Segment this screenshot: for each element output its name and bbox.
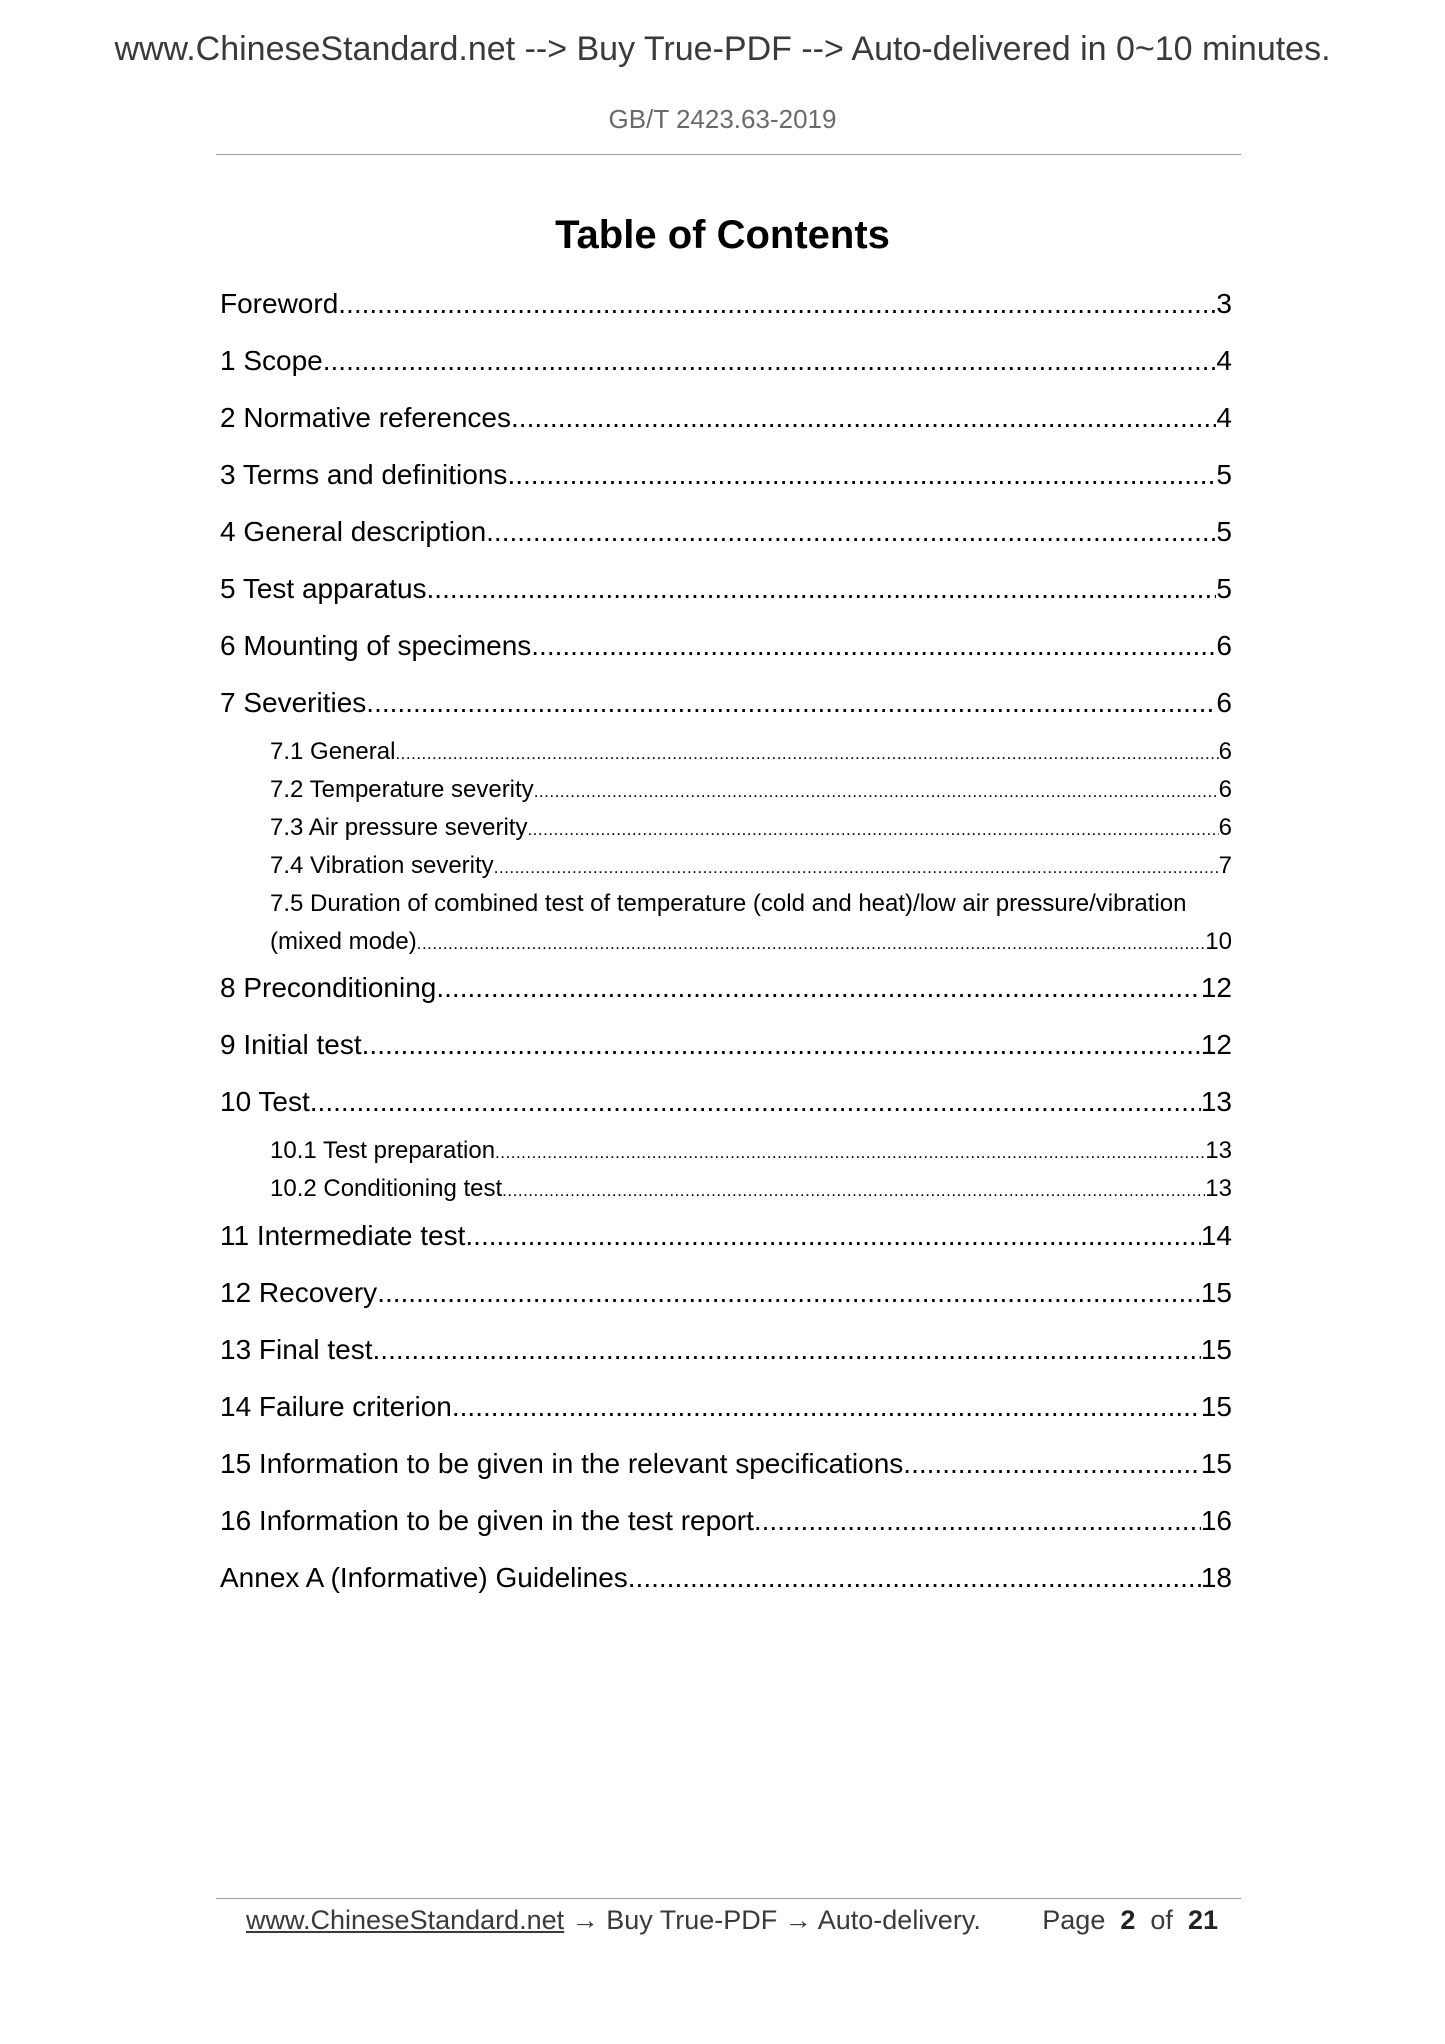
toc-entry-page: 5 <box>1216 573 1232 604</box>
toc-entry-failure-criterion[interactable] <box>220 1391 1232 1423</box>
toc-entry-label: 7.3 Air pressure severity <box>270 814 528 841</box>
toc-entry-annex-a[interactable] <box>220 1562 1232 1594</box>
toc-entry-label: 14 Failure criterion <box>220 1391 452 1422</box>
dot-leader <box>338 288 1216 320</box>
page-indicator <box>1042 1905 1218 1936</box>
dot-leader <box>486 516 1216 548</box>
document-code: GB/T 2423.63-2019 <box>608 104 837 134</box>
toc-subentry-general[interactable] <box>270 738 1232 766</box>
toc-entry-page: 14 <box>1200 1220 1232 1251</box>
toc-entry-label: 1 Scope <box>220 345 323 376</box>
toc-entry-label: 11 Intermediate test <box>220 1220 466 1251</box>
toc-entry-final-test[interactable] <box>220 1334 1232 1366</box>
toc-entry-page: 6 <box>1218 776 1232 803</box>
dot-leader <box>310 1086 1201 1118</box>
dot-leader <box>417 934 1206 954</box>
toc-subentry-duration[interactable] <box>270 928 1232 956</box>
toc-entry-page: 13 <box>1205 1137 1232 1164</box>
toc-subentry-air-pressure-severity[interactable] <box>270 814 1232 842</box>
toc-entry-general-description[interactable] <box>220 516 1232 548</box>
dot-leader <box>534 782 1219 802</box>
toc-entry-recovery[interactable] <box>220 1277 1232 1309</box>
toc-entry-page: 12 <box>1200 972 1232 1003</box>
toc-entry-page: 6 <box>1218 814 1232 841</box>
toc-entry-page: 5 <box>1216 516 1232 547</box>
toc-entry-label: 10 Test <box>220 1086 310 1117</box>
toc-entry-label: 12 Recovery <box>220 1277 378 1308</box>
toc-entry-page: 5 <box>1216 459 1232 490</box>
dot-leader <box>366 687 1216 719</box>
toc-entry-page: 3 <box>1216 288 1232 319</box>
page-total: 21 <box>1187 1905 1218 1935</box>
toc-entry-scope[interactable] <box>220 345 1232 377</box>
toc-entry-label: 7.1 General <box>270 738 396 765</box>
dot-leader <box>527 820 1218 840</box>
toc-entry-mounting[interactable] <box>220 630 1232 662</box>
toc-entry-label: 7.4 Vibration severity <box>270 852 494 879</box>
toc-entry-foreword[interactable] <box>220 288 1232 320</box>
toc-entry-page: 15 <box>1200 1334 1232 1365</box>
toc-entry-label: 7.2 Temperature severity <box>270 776 534 803</box>
toc-entry-preconditioning[interactable] <box>220 972 1232 1004</box>
toc-entry-label: (mixed mode) <box>270 928 417 955</box>
toc-entry-terms-definitions[interactable] <box>220 459 1232 491</box>
toc-entry-label: 4 General description <box>220 516 487 547</box>
toc-entry-page: 7 <box>1218 852 1232 879</box>
dot-leader <box>507 459 1216 491</box>
toc-entry-label: 15 Information to be given in the relevant specifications <box>220 1448 904 1479</box>
header-divider <box>216 154 1241 155</box>
footer-site-link[interactable]: www.ChineseStandard.net <box>246 1905 565 1935</box>
footer-divider <box>216 1898 1241 1899</box>
toc-entry-test[interactable] <box>220 1086 1232 1118</box>
toc-entry-page: 6 <box>1216 630 1232 661</box>
toc-entry-page: 15 <box>1200 1391 1232 1422</box>
toc-entry-page: 16 <box>1200 1505 1232 1536</box>
toc-subentry-test-preparation[interactable] <box>270 1137 1232 1165</box>
toc-entry-label: 6 Mounting of specimens <box>220 630 532 661</box>
toc-entry-page: 13 <box>1205 1175 1232 1202</box>
footer-text: → Buy True-PDF → Auto-delivery. <box>564 1905 981 1935</box>
dot-leader <box>436 972 1200 1004</box>
toc-entry-label: Annex A (Informative) Guidelines <box>220 1562 628 1593</box>
toc-entry-info-test-report[interactable] <box>220 1505 1232 1537</box>
toc-entry-test-apparatus[interactable] <box>220 573 1232 605</box>
toc-entry-label: 8 Preconditioning <box>220 972 437 1003</box>
toc-entry-page: 15 <box>1200 1277 1232 1308</box>
toc-entry-normative-references[interactable] <box>220 402 1232 434</box>
toc-entry-page: 6 <box>1218 738 1232 765</box>
page-footer <box>246 1905 1226 1936</box>
dot-leader <box>452 1391 1201 1423</box>
dot-leader <box>373 1334 1201 1366</box>
toc-entry-label: 10.1 Test preparation <box>270 1137 496 1164</box>
dot-leader <box>427 573 1217 605</box>
dot-leader <box>502 1181 1205 1201</box>
dot-leader <box>465 1220 1200 1252</box>
dot-leader <box>323 345 1217 377</box>
toc-entry-label: 13 Final test <box>220 1334 373 1365</box>
toc-entry-intermediate-test[interactable] <box>220 1220 1232 1252</box>
toc-entry-info-relevant-specs[interactable] <box>220 1448 1232 1480</box>
dot-leader <box>377 1277 1201 1309</box>
toc-subentry-duration-line1[interactable]: 7.5 Duration of combined test of temperature (cold and heat)/low air pressure/vibration <box>270 890 1187 917</box>
toc-subentry-temperature-severity[interactable] <box>270 776 1232 804</box>
toc-entry-page: 18 <box>1200 1562 1232 1593</box>
toc-entry-label: 10.2 Conditioning test <box>270 1175 503 1202</box>
toc-entry-initial-test[interactable] <box>220 1029 1232 1061</box>
dot-leader <box>754 1505 1201 1537</box>
toc-subentry-vibration-severity[interactable] <box>270 852 1232 880</box>
page-word: Page <box>1042 1905 1106 1935</box>
toc-entry-page: 4 <box>1216 402 1232 433</box>
toc-title: Table of Contents <box>555 213 890 257</box>
toc-entry-label: 5 Test apparatus <box>220 573 427 604</box>
page-number: 2 <box>1120 1905 1136 1935</box>
toc-entry-label: 2 Normative references <box>220 402 512 433</box>
dot-leader <box>531 630 1216 662</box>
toc-subentry-conditioning-test[interactable] <box>270 1175 1232 1203</box>
top-banner: www.ChineseStandard.net --> Buy True-PDF --> Auto-delivered in 0~10 minutes. <box>114 30 1331 68</box>
dot-leader <box>628 1562 1201 1594</box>
toc-entry-page: 15 <box>1200 1448 1232 1479</box>
toc-entry-label: 9 Initial test <box>220 1029 362 1060</box>
dot-leader <box>495 1143 1205 1163</box>
toc-entry-label: 16 Information to be given in the test report <box>220 1505 754 1536</box>
dot-leader <box>362 1029 1201 1061</box>
toc-entry-page: 10 <box>1205 928 1232 955</box>
dot-leader <box>511 402 1216 434</box>
toc-entry-page: 12 <box>1200 1029 1232 1060</box>
of-word: of <box>1150 1905 1173 1935</box>
toc-entry-page: 4 <box>1216 345 1232 376</box>
toc-entry-severities[interactable] <box>220 687 1232 719</box>
toc-entry-page: 13 <box>1200 1086 1232 1117</box>
dot-leader <box>494 858 1219 878</box>
dot-leader <box>903 1448 1201 1480</box>
dot-leader <box>395 744 1218 764</box>
toc-entry-label: Foreword <box>220 288 339 319</box>
toc-entry-page: 6 <box>1216 687 1232 718</box>
toc-entry-label: 7 Severities <box>220 687 367 718</box>
toc-entry-label: 3 Terms and definitions <box>220 459 508 490</box>
